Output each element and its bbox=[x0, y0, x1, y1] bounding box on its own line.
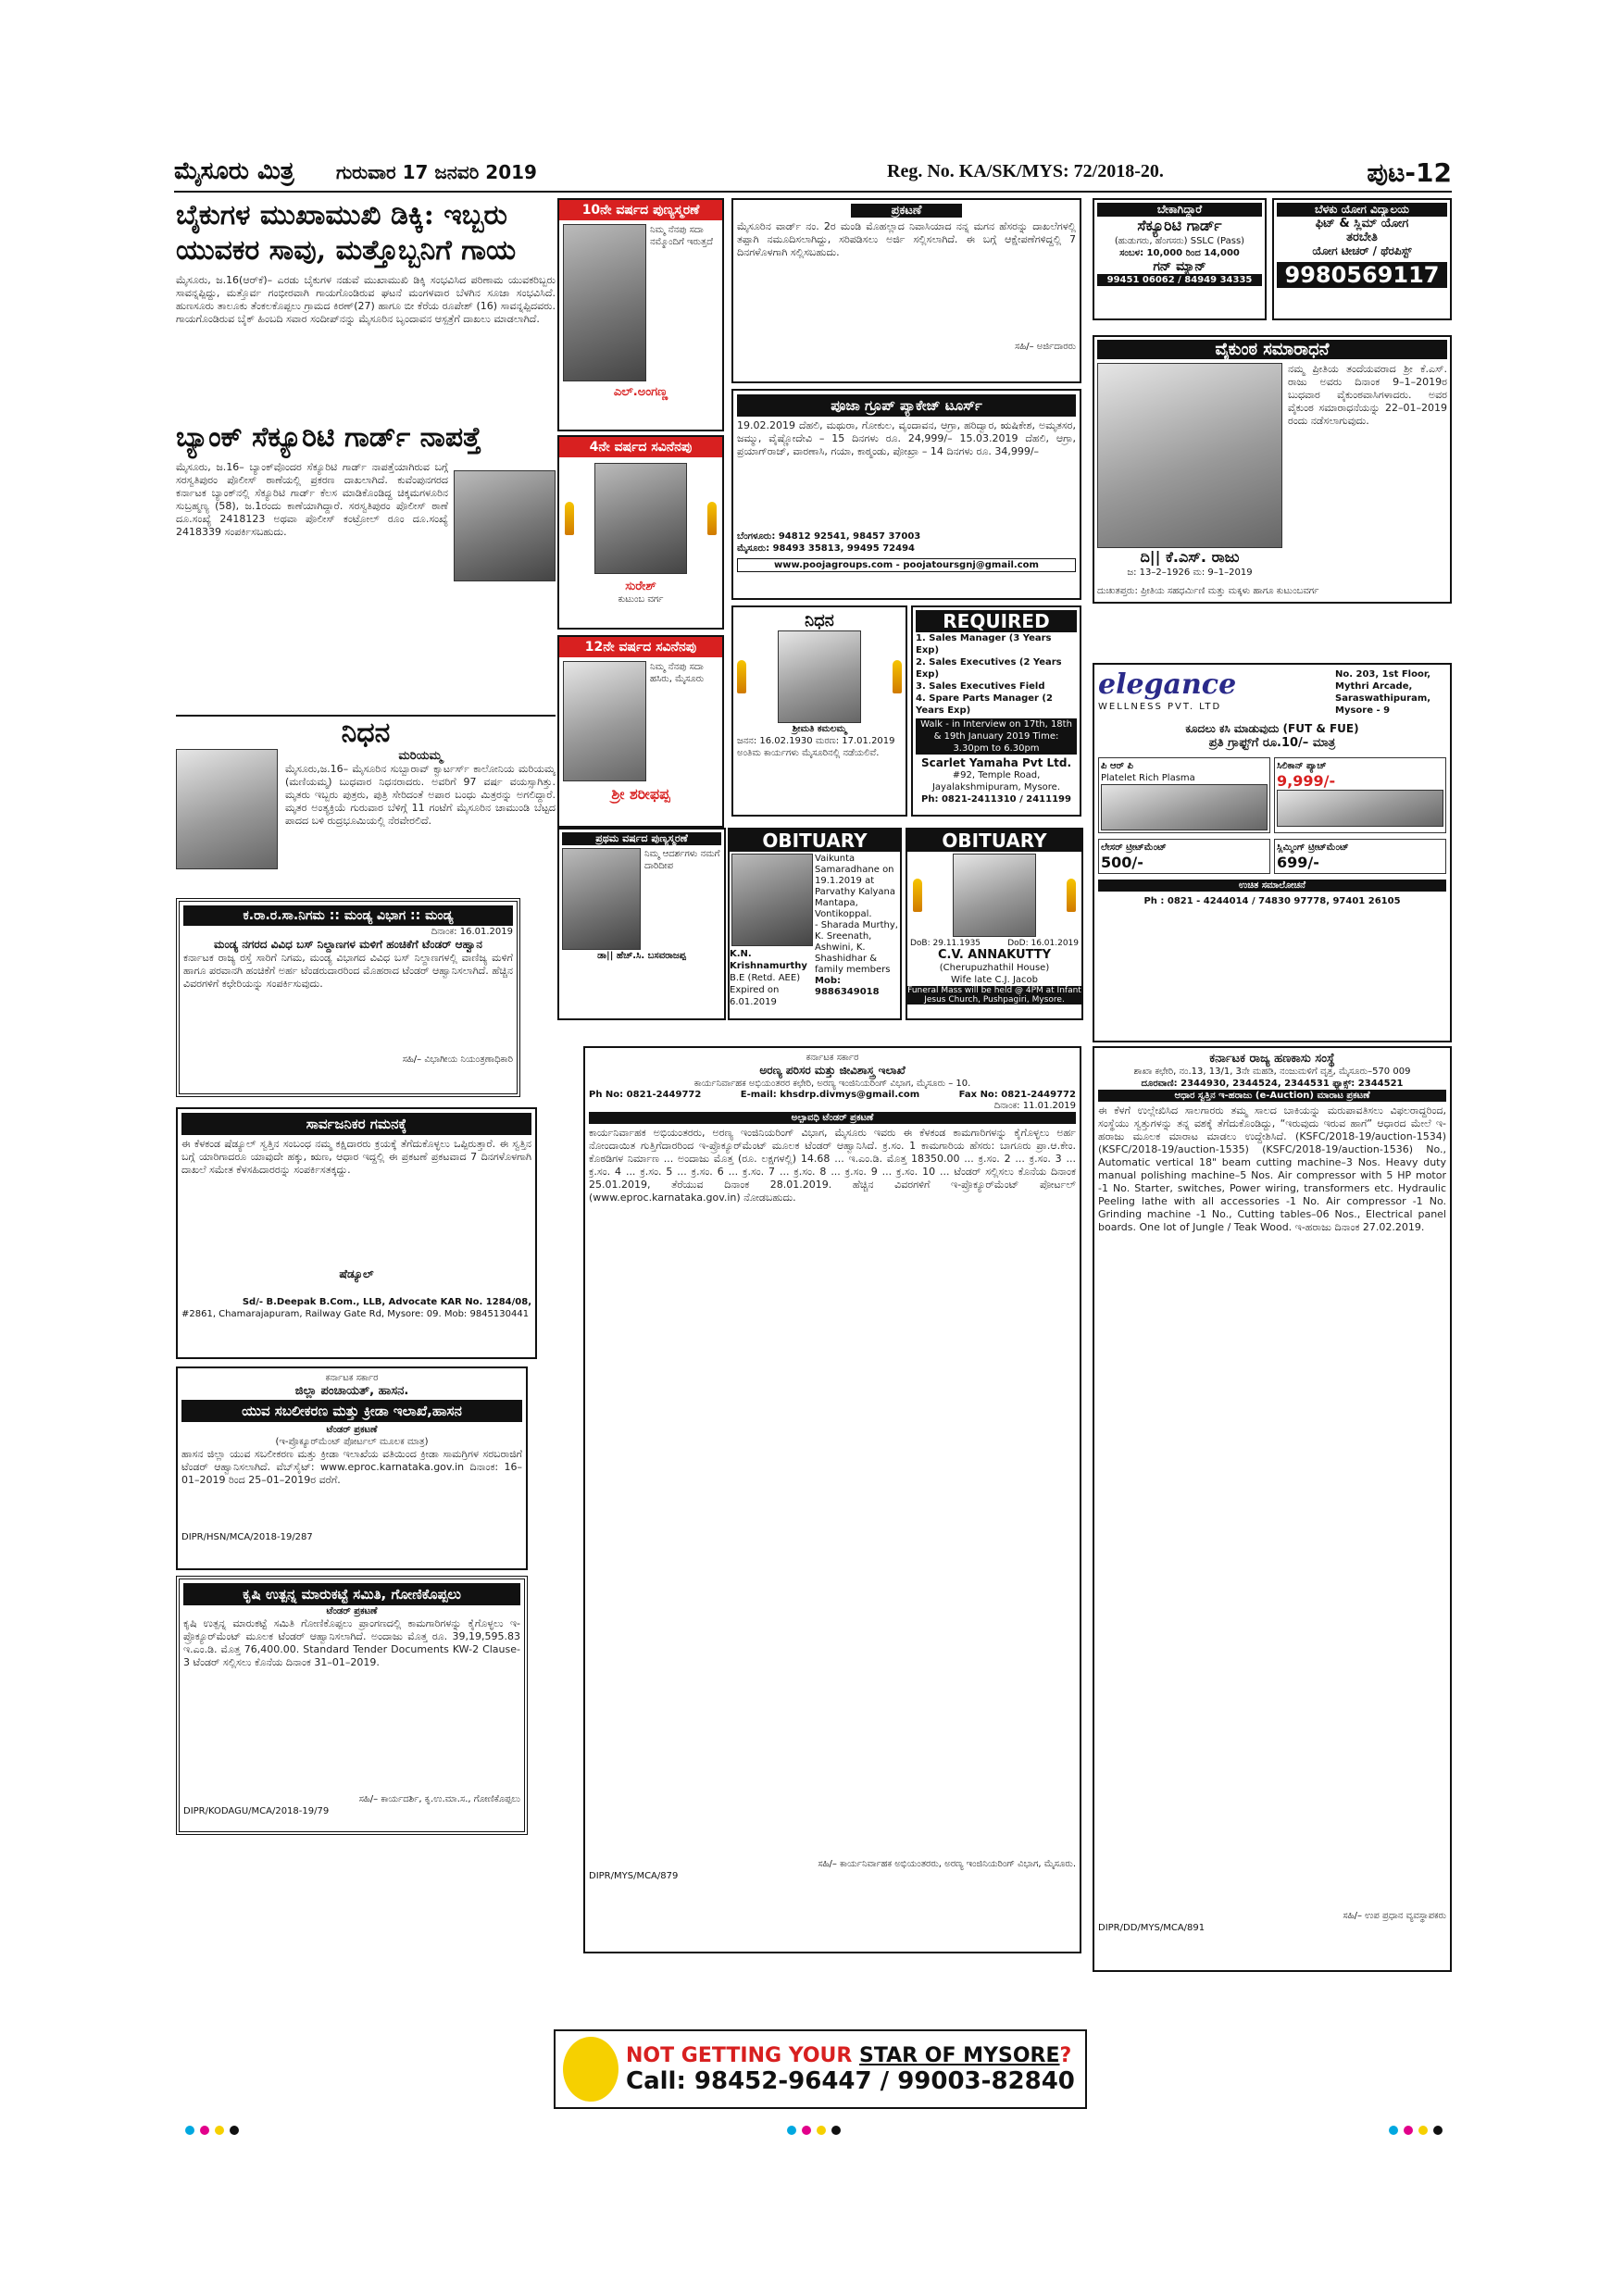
ksfc-sign: ಸಹಿ/– ಉಪ ಪ್ರಧಾನ ವ್ಯವಸ್ಥಾಪಕರು bbox=[1343, 1911, 1446, 1921]
elegance-price: 9,999/- bbox=[1277, 772, 1336, 790]
tender-phone: Ph No: 0821-2449772 bbox=[589, 1090, 702, 1100]
required-title: REQUIRED bbox=[916, 610, 1077, 632]
ad-title: ಬೇಕಾಗಿದ್ದಾರೆ bbox=[1097, 203, 1262, 217]
anniversary-title: ಪ್ರಥಮ ವರ್ಷದ ಪುಣ್ಯಸ್ಮರಣೆ bbox=[562, 832, 721, 845]
masthead bbox=[174, 156, 1452, 193]
ad-gunman: ಗನ್ ಮ್ಯಾನ್ bbox=[1153, 259, 1206, 274]
footer-ad-brand: STAR OF MYSORE bbox=[859, 2043, 1060, 2067]
anniversary-text: ನಿಮ್ಮ ಆದರ್ಶಗಳು ನಮಗೆ ದಾರಿದೀಪ bbox=[644, 849, 720, 871]
tender-forest bbox=[583, 1046, 1081, 1953]
vaikunta-family: ದುಃಖತಪ್ತರು: ಪ್ರೀತಿಯ ಸಹಧರ್ಮಿಣಿ ಮತ್ತು ಮಕ್ಕಳು ಹಾಗೂ ಕುಟುಂಬವರ್ಗ bbox=[1097, 586, 1319, 596]
tender-sub: ಅಲ್ಪಾವಧಿ ಟೆಂಡರ್ ಪ್ರಕಟಣೆ bbox=[589, 1112, 1076, 1124]
tender-sign: ಸಹಿ/– ಕಾರ್ಯನಿರ್ವಾಹಕ ಅಭಿಯಂತರರು, ಅರಣ್ಯ ಇಂಜಿನಿಯರಿಂಗ್ ವಿಭಾಗ, ಮೈಸೂರು. bbox=[818, 1859, 1076, 1869]
obituary-name: C.V. ANNAKUTTY bbox=[937, 948, 1052, 962]
cmyk-dot bbox=[1389, 2126, 1398, 2135]
ad-line: (ಹುಡುಗರು, ಹೆಂಗಸರು) SSLC (Pass) bbox=[1114, 236, 1245, 246]
tender-sign: ಸಹಿ/– ವಿಭಾಗೀಯ ನಿಯಂತ್ರಣಾಧಿಕಾರಿ bbox=[402, 1054, 513, 1065]
security-guard-ad bbox=[1093, 198, 1267, 320]
ksfc-footer: DIPR/DD/MYS/MCA/891 bbox=[1098, 1923, 1206, 1933]
notice-title: ಸಾರ್ವಜನಿಕರ ಗಮನಕ್ಕೆ bbox=[181, 1113, 531, 1135]
job-item: 4. Spare Parts Manager (2 Years Exp) bbox=[916, 693, 1053, 716]
obituary-title: OBITUARY bbox=[730, 830, 900, 852]
lamp-icon bbox=[565, 502, 574, 535]
subscription-ad bbox=[554, 2029, 1087, 2109]
obituary-1 bbox=[728, 828, 902, 1020]
tender-sub: ಟೆಂಡರ್ ಪ್ರಕಟಣೆ bbox=[326, 1425, 378, 1435]
tender-footer: DIPR/MYS/MCA/879 bbox=[589, 1871, 679, 1881]
footer-ad-q: ? bbox=[1059, 2043, 1072, 2067]
tender-email: E-mail: khsdrp.divmys@gmail.com bbox=[740, 1090, 920, 1100]
anniversary-ad-4 bbox=[557, 828, 726, 1020]
news-headline-guard: ಬ್ಯಾಂಕ್ ಸೆಕ್ಯೂರಿಟಿ ಗಾರ್ಡ್ ನಾಪತ್ತೆ bbox=[176, 421, 481, 454]
cmyk-dot bbox=[802, 2126, 811, 2135]
candle-icon bbox=[913, 879, 922, 912]
elegance-address: No. 203, 1st Floor, Mythri Arcade, Saraswathipuram, Mysore - 9 bbox=[1335, 669, 1431, 716]
prp-image bbox=[1101, 784, 1268, 830]
vaikunta-title: ವೈಕುಂಠ ಸಮಾರಾಧನೆ bbox=[1097, 340, 1447, 359]
obituary-house: (Cherupuzhathil House) bbox=[939, 963, 1050, 973]
job-item: 2. Sales Executives (2 Years Exp) bbox=[916, 657, 1062, 680]
prakatane-sign: ಸಹಿ/– ಅರ್ಜಿದಾರರು bbox=[1015, 342, 1076, 352]
obituary-mobile: Mob: 9886349018 bbox=[815, 976, 880, 997]
notice-body: ಈ ಕೆಳಕಂಡ ಷೆಡ್ಯೂಲ್ ಸ್ವತ್ತಿನ ಸಂಬಂಧ ನಮ್ಮ ಕಕ್ಷಿದಾರರು ಕ್ರಯಕ್ಕೆ ತೆಗೆದುಕೊಳ್ಳಲು ಒಪ್ಪಿರುತ್ತಾರೆ. ಈ ಸ್ವತ್ತಿನ ಬಗ್ಗೆ ಯಾರಿಗಾದರೂ ಯಾವುದೇ ಹಕ್ಕು, ಋಣ, ಆಧಾರ ಇದ್ದಲ್ಲಿ ಈ ಪ್ರಕಟಣೆ ಪ್ರಕಟವಾದ 7 ದಿನಗಳೊಳಗಾಗಿ ದಾಖಲೆ ಸಮೇತ ಕೆಳಸಹಿದಾರರನ್ನು ಸಂಪರ್ಕಿಸತಕ್ಕದ್ದು. bbox=[181, 1138, 531, 1176]
prakatane-notice bbox=[731, 198, 1081, 383]
tender-title: ಯುವ ಸಬಲೀಕರಣ ಮತ್ತು ಕ್ರೀಡಾ ಇಲಾಖೆ,ಹಾಸನ bbox=[181, 1400, 522, 1422]
cmyk-dot bbox=[215, 2126, 224, 2135]
tours-website[interactable]: www.poojagroups.com - poojatoursgnj@gmail.com bbox=[737, 558, 1076, 572]
ad-title: ಬೆಳಕು ಯೋಗ ವಿದ್ಯಾಲಯ bbox=[1277, 203, 1447, 217]
candle-icon bbox=[1067, 879, 1076, 912]
vaikunta-notice bbox=[1093, 335, 1452, 604]
tender-subtitle: ಮಂಡ್ಯ ನಗರದ ವಿವಿಧ ಬಸ್ ನಿಲ್ದಾಣಗಳ ಮಳಿಗೆ ಹಂಚಿಕೆಗೆ ಟೆಂಡರ್ ಆಹ್ವಾನ bbox=[214, 938, 482, 951]
ad-phone: 99451 06062 / 84949 34335 bbox=[1097, 274, 1262, 286]
prakatane-body: ಮೈಸೂರಿನ ವಾರ್ಡ್ ನಂ. 2ರ ಮಂಡಿ ಮೊಹಲ್ಲಾದ ನಿವಾಸಿಯಾದ ನನ್ನ ಮಗನ ಹೆಸರನ್ನು ದಾಖಲೆಗಳಲ್ಲಿ ತಪ್ಪಾಗಿ ನಮೂದಿಸಲಾಗಿದ್ದು, ಸರಿಪಡಿಸಲು ಅರ್ಜಿ ಸಲ್ಲಿಸಲಾಗಿದೆ. ಈ ಬಗ್ಗೆ ಆಕ್ಷೇಪಣೆಗಳಿದ್ದಲ್ಲಿ 7 ದಿನಗಳೊಳಗಾಗಿ ಸಲ್ಲಿಸಬಹುದು. bbox=[737, 220, 1076, 258]
tender-date: ದಿನಾಂಕ: 11.01.2019 bbox=[993, 1101, 1076, 1111]
walkin-info: Walk - in Interview on 17th, 18th & 19th January 2019 Time: 3.30pm to 6.30pm bbox=[916, 718, 1077, 755]
tender-kodagu bbox=[176, 1576, 528, 1835]
anniversary-text: ನಿಮ್ಮ ನೆನಪು ಸದಾ ನಮ್ಮೊಂದಿಗೆ ಇರುತ್ತದೆ bbox=[650, 225, 713, 247]
anniversary-name: ಸುರೇಶ್ bbox=[625, 580, 656, 593]
public-notice bbox=[176, 1107, 537, 1359]
elegance-line: ಕೂದಲು ಕಸಿ ಮಾಡುವುದು (FUT & FUE) bbox=[1185, 722, 1359, 735]
anniversary-text: ನಿಮ್ಮ ನೆನಪು ಸದಾ ಹಸಿರು, ಮೈಸೂರು bbox=[650, 662, 705, 684]
obituary-name: K.N. Krishnamurthy bbox=[730, 949, 807, 971]
tours-title: ಪೂಜಾ ಗ್ರೂಪ್ ಪ್ಯಾಕೇಜ್ ಟೂರ್ಸ್ bbox=[737, 394, 1076, 417]
tender-office: ಕಾರ್ಯನಿರ್ವಾಹಕ ಅಭಿಯಂತರರ ಕಛೇರಿ, ಅರಣ್ಯ ಇಂಜಿನಿಯರಿಂಗ್ ವಿಭಾಗ, ಮೈಸೂರು – 10. bbox=[693, 1079, 971, 1089]
tender-org: ಕರ್ನಾಟಕ ಸರ್ಕಾರ bbox=[806, 1053, 859, 1063]
anniversary-text: ಕುಟುಂಬ ವರ್ಗ bbox=[618, 594, 664, 605]
ksfc-address: ಶಾಖಾ ಕಛೇರಿ, ನಂ.13, 13/1, 3ನೇ ಮಹಡಿ, ನಂಜುಮಳಿಗೆ ವೃತ್ತ, ಮೈಸೂರು–570 009 bbox=[1133, 1067, 1411, 1077]
advocate-address: #2861, Chamarajapuram, Railway Gate Rd, Mysore: 09. Mob: 9845130441 bbox=[181, 1309, 530, 1319]
tender-body: ಹಾಸನ ಜಿಲ್ಲಾ ಯುವ ಸಬಲೀಕರಣ ಮತ್ತು ಕ್ರೀಡಾ ಇಲಾಖೆಯ ವತಿಯಿಂದ ಕ್ರೀಡಾ ಸಾಮಗ್ರಿಗಳ ಸರಬರಾಜಿಗೆ ಟೆಂಡರ್ ಆಹ್ವಾನಿಸಲಾಗಿದೆ. ವೆಬ್‌ಸೈಟ್: www.eproc.karnataka.gov.in ದಿನಾಂಕ: 16–01–2019 ರಿಂದ 25–01–2019ರ ವರೆಗೆ. bbox=[181, 1448, 522, 1486]
elegance-laser-price: 500/- bbox=[1101, 854, 1143, 871]
elegance-slim: ಸ್ಲಿಮ್ಮಿಂಗ್ ಟ್ರೀಟ್‌ಮೆಂಟ್ bbox=[1277, 842, 1349, 853]
anniversary-ad-3 bbox=[557, 635, 724, 828]
anniversary-photo bbox=[562, 848, 641, 950]
news-body-guard: ಮೈಸೂರು, ಜ.16– ಬ್ಯಾಂಕ್‌ವೊಂದರ ಸೆಕ್ಯೂರಿಟಿ ಗಾರ್ಡ್ ನಾಪತ್ತೆಯಾಗಿರುವ ಬಗ್ಗೆ ಸರಸ್ವತಿಪುರಂ ಪೊಲೀಸ್ ಠಾಣೆಯಲ್ಲಿ ಪ್ರಕರಣ ದಾಖಲಾಗಿದೆ. ಕುವೆಂಪುನಗರದ ಕರ್ನಾಟಕ ಬ್ಯಾಂಕ್‌ನಲ್ಲಿ ಸೆಕ್ಯೂರಿಟಿ ಗಾರ್ಡ್ ಕೆಲಸ ಮಾಡಿಕೊಂಡಿದ್ದ ಚಿಕ್ಕಮಗಳೂರಿನ ಸುಬ್ರಹ್ಮಣ್ಯ (58), ಜ.1ರಂದು ಕಾಣೆಯಾಗಿದ್ದಾರೆ. ಸರಸ್ವತಿಪುರಂ ಪೊಲೀಸ್ ಠಾಣೆ ದೂ.ಸಂಖ್ಯೆ 2418123 ಅಥವಾ ಪೊಲೀಸ್ ಕಂಟ್ರೋಲ್ ರೂಂ ದೂ.ಸಂಖ್ಯೆ 2418339 ಸಂಪರ್ಕಿಸಬಹುದು. bbox=[176, 461, 448, 538]
obituary-title: OBITUARY bbox=[907, 830, 1081, 852]
obituary-2 bbox=[906, 828, 1083, 1020]
lamp-icon bbox=[737, 660, 746, 693]
tender-body: ಕೃಷಿ ಉತ್ಪನ್ನ ಮಾರುಕಟ್ಟೆ ಸಮಿತಿ ಗೋಣಿಕೊಪ್ಪಲು ಪ್ರಾಂಗಣದಲ್ಲಿ ಕಾಮಗಾರಿಗಳನ್ನು ಕೈಗೊಳ್ಳಲು ಇ-ಪ್ರೊಕ್ಯೂರ್‌ಮೆಂಟ್ ಮೂಲಕ ಟೆಂಡರ್ ಆಹ್ವಾನಿಸಲಾಗಿದೆ. ಅಂದಾಜು ಮೊತ್ತ ರೂ. 39,19,595.83 ಇ.ಎಂ.ಡಿ. ಮೊತ್ತ 76,400.00. Standard Tender Documents KW-2 Clause-3 ಟೆಂಡರ್ ಸಲ್ಲಿಸಲು ಕೊನೆಯ ದಿನಾಂಕ 31–01–2019. bbox=[183, 1617, 520, 1668]
ad-line: ಫಿಟ್ & ಸ್ಲಿಮ್ ಯೋಗ bbox=[1315, 217, 1409, 231]
anniversary-name: ಎಲ್.ಅಂಗಣ್ಣ bbox=[613, 385, 668, 399]
obituary-body: Funeral Mass will be held @ 4PM at Infant Jesus Church, Pushpagiri, Mysore. bbox=[907, 986, 1081, 1004]
yoga-ad bbox=[1272, 198, 1452, 320]
tours-body: 19.02.2019 ದೆಹಲಿ, ಮಥುರಾ, ಗೋಕುಲ, ವೃಂದಾವನ, ಆಗ್ರಾ, ಹರಿದ್ವಾರ, ಋಷಿಕೇಶ, ಅಮೃತಸರ, ಜಮ್ಮು, ವೈಷ್ಣೋದೇವಿ – 15 ದಿನಗಳು ರೂ. 24,999/– 15.03.2019 ದೆಹಲಿ, ಆಗ್ರಾ, ಪ್ರಯಾಗ್‌ರಾಜ್, ವಾರಣಾಸಿ, ಗಯಾ, ಕಾಠ್ಮಂಡು, ಪೋಖ್ರಾ – 14 ದಿನಗಳು ರೂ. 34,999/– bbox=[737, 419, 1076, 457]
ksfc-phone: ದೂರವಾಣಿ: 2344930, 2344524, 2344531 ಫ್ಯಾಕ್ಸ್: 2344521 bbox=[1141, 1079, 1404, 1089]
cmyk-dot bbox=[1418, 2126, 1428, 2135]
tender-sub2: (ಇ-ಪ್ರೊಕ್ಯೂರ್‌ಮೆಂಟ್ ಪೋರ್ಟಲ್ ಮೂಲಕ ಮಾತ್ರ) bbox=[275, 1437, 429, 1447]
obituary-expired: Expired on 6.01.2019 bbox=[730, 985, 780, 1007]
ad-line: ಯೋಗ ಟೀಚರ್ / ಥೆರಪಿಸ್ಟ್ bbox=[1312, 244, 1412, 257]
tender-body: ಕಾರ್ಯನಿರ್ವಾಹಕ ಅಭಿಯಂತರರು, ಅರಣ್ಯ ಇಂಜಿನಿಯರಿಂಗ್ ವಿಭಾಗ, ಮೈಸೂರು ಇವರು ಈ ಕೆಳಕಂಡ ಕಾಮಗಾರಿಗಳನ್ನು ಕೈಗೊಳ್ಳಲು ಅರ್ಹ ನೋಂದಾಯಿತ ಗುತ್ತಿಗೆದಾರರಿಂದ ಇ-ಪ್ರೊಕ್ಯೂರ್‌ಮೆಂಟ್ ಮೂಲಕ ಟೆಂಡರ್ ಆಹ್ವಾನಿಸಿದೆ. ಕ್ರ.ಸಂ. 1 ಕಾಮಗಾರಿಯ ಹೆಸರು: ಬಾಗೂರು ಪ್ರಾ.ಆ.ಕೇಂ. ಕೊಠಡಿಗಳ ನಿರ್ಮಾಣ ... ಅಂದಾಜು ಮೊತ್ತ (ರೂ. ಲಕ್ಷಗಳಲ್ಲಿ) 14.68 ... ಇ.ಎಂ.ಡಿ. ಮೊತ್ತ 18350.00 ... ಕ್ರ.ಸಂ. 2 ... ಕ್ರ.ಸಂ. 3 ... ಕ್ರ.ಸಂ. 4 ... ಕ್ರ.ಸಂ. 5 ... ಕ್ರ.ಸಂ. 6 ... ಕ್ರ.ಸಂ. 7 ... ಕ್ರ.ಸಂ. 8 ... ಕ್ರ.ಸಂ. 9 ... ಕ್ರ.ಸಂ. 10 ... ಟೆಂಡರ್ ಸಲ್ಲಿಸಲು ಕೊನೆಯ ದಿನಾಂಕ 25.01.2019, ತೆರೆಯುವ ದಿನಾಂಕ 28.01.2019. ಹೆಚ್ಚಿನ ವಿವರಗಳಿಗೆ ಇ-ಪ್ರೊಕ್ಯೂರ್‌ಮೆಂಟ್ ಪೋರ್ಟಲ್ (www.eproc.karnataka.gov.in) ನೋಡಬಹುದು. bbox=[589, 1127, 1076, 1204]
cmyk-dot bbox=[185, 2126, 194, 2135]
tender-fax: Fax No: 0821-2449772 bbox=[958, 1090, 1076, 1100]
tender-sub: ಟೆಂಡರ್ ಪ್ರಕಟಣೆ bbox=[326, 1606, 378, 1616]
cmyk-dot bbox=[787, 2126, 796, 2135]
news-column bbox=[176, 198, 556, 717]
tender-body: ಕರ್ನಾಟಕ ರಾಜ್ಯ ರಸ್ತೆ ಸಾರಿಗೆ ನಿಗಮ, ಮಂಡ್ಯ ವಿಭಾಗದ ವಿವಿಧ ಬಸ್ ನಿಲ್ದಾಣಗಳಲ್ಲಿ ವಾಣಿಜ್ಯ ಮಳಿಗೆ ಹಾಗೂ ಪರವಾನಗಿ ಹಂಚಿಕೆಗೆ ಅರ್ಹ ಟೆಂಡರುದಾರರಿಂದ ಮೊಹರಾದ ಟೆಂಡರ್ ಆಹ್ವಾನಿಸಲಾಗಿದೆ. ಹೆಚ್ಚಿನ ವಿವರಗಳಿಗೆ ಕಛೇರಿಯನ್ನು ಸಂಪರ್ಕಿಸುವುದು. bbox=[183, 952, 513, 990]
sculpt-image bbox=[1277, 790, 1443, 827]
anniversary-photo bbox=[563, 661, 646, 781]
elegance-laser: ಲೇಸರ್ ಟ್ರೀಟ್‌ಮೆಂಟ್ bbox=[1101, 842, 1167, 853]
tender-title: ಕ.ರಾ.ರ.ಸಾ.ನಿಗಮ :: ಮಂಡ್ಯ ವಿಭಾಗ :: ಮಂಡ್ಯ bbox=[183, 905, 513, 926]
elegance-ad bbox=[1093, 663, 1452, 1042]
guard-photo bbox=[454, 470, 556, 581]
elegance-prp-en: Platelet Rich Plasma bbox=[1101, 773, 1195, 783]
company-address: #92, Temple Road, Jayalakshmipuram, Mysore. bbox=[931, 770, 1060, 792]
tender-mandya bbox=[176, 898, 520, 1097]
obituary-photo bbox=[731, 854, 813, 946]
tender-title: ಕೃಷಿ ಉತ್ಪನ್ನ ಮಾರುಕಟ್ಟೆ ಸಮಿತಿ, ಗೋಣಿಕೊಪ್ಪಲು bbox=[183, 1583, 520, 1605]
news-body-accident: ಮೈಸೂರು, ಜ.16(ಆರ್‌ಕೆ)– ಎರಡು ಬೈಕುಗಳ ನಡುವೆ ಮುಖಾಮುಖಿ ಡಿಕ್ಕಿ ಸಂಭವಿಸಿದ ಪರಿಣಾಮ ಯುವಕರಿಬ್ಬರು ಸಾವನ್ನಪ್ಪಿದ್ದು, ಮತ್ತೊರ್ವ ಗಂಭೀರವಾಗಿ ಗಾಯಗೊಂಡಿರುವ ಘಟನೆ ಮಂಗಳವಾರ ಬೆಳಗಿನ ಸೂಜಾ ಸಂಭವಿಸಿದೆ. ಹುಣಸೂರು ತಾಲೂಕು ತೆಂಕಲಕೊಪ್ಪಲು ಗ್ರಾಮದ ಕಿರಣ್(27) ಹಾಗೂ ಬೀ ಕೆರೆಯ ರೂಪೇಶ್ (16) ಸಾವನ್ನಪ್ಪಿದವರು. ಗಾಯಗೊಂಡಿರುವ ಬೈಕ್ ಹಿಂಬದಿ ಸವಾರ ಸಂದೀಪ್‌ನನ್ನು ಮೈಸೂರಿನ ಬೃಂದಾವನ ಆಸ್ಪತ್ರೆಗೆ ದಾಖಲು ಮಾಡಲಾಗಿದೆ. bbox=[176, 274, 556, 325]
job-required-ad bbox=[911, 605, 1081, 817]
nidhana-body: ಮೈಸೂರು,ಜ.16– ಮೈಸೂರಿನ ಸುಬ್ಬಾರಾವ್ ಕ್ವಾರ್ಟರ್ಸ್ ಕಾಲೋನಿಯ ಮರಿಯಮ್ಮ (ಮಣಿಯಮ್ಮ) ಬುಧವಾರ ನಿಧನರಾದರು. ಅವರಿಗೆ 97 ವರ್ಷ ವಯಸ್ಸಾಗಿತ್ತು. ಮೃತರು ಇಬ್ಬರು ಪುತ್ರರು, ಪುತ್ರಿ ಸೇರಿದಂತೆ ಅಪಾರ ಬಂಧು ಮಿತ್ರರನ್ನು ಅಗಲಿದ್ದಾರೆ. ಮೃತರ ಅಂತ್ಯಕ್ರಿಯೆ ಗುರುವಾರ ಬೆಳಿಗ್ಗೆ 11 ಗಂಟೆಗೆ ಮೈಸೂರಿನ ಚಾಮುಂಡಿ ಬೆಟ್ಟದ ಪಾದದ ಬಳಿ ರುದ್ರಭೂಮಿಯಲ್ಲಿ ನೆರವೇರಲಿದೆ. bbox=[285, 763, 556, 827]
nidhana-name: ಶ್ರೀಮತಿ ಕಮಲಮ್ಮ bbox=[792, 724, 847, 734]
elegance-offer: ಉಚಿತ ಸಮಾಲೋಚನೆ bbox=[1098, 880, 1446, 892]
nidhana-notice-2 bbox=[731, 605, 907, 817]
ksfc-title: ಕರ್ನಾಟಕ ರಾಜ್ಯ ಹಣಕಾಸು ಸಂಸ್ಥೆ bbox=[1209, 1052, 1335, 1066]
anniversary-name: ಶ್ರೀ ಶರೀಫಪ್ಪ bbox=[611, 785, 670, 803]
anniversary-ad-1 bbox=[557, 198, 724, 431]
nidhana-notice bbox=[176, 715, 556, 891]
obituary-dod: DoD: 16.01.2019 bbox=[1007, 939, 1079, 948]
cmyk-dot bbox=[200, 2126, 209, 2135]
tours-phone-1: ಬೆಂಗಳೂರು: 94812 92541, 98457 37003 bbox=[737, 531, 921, 542]
obituary-qualification: B.E (Retd. AEE) bbox=[730, 973, 801, 983]
obituary-photo bbox=[953, 854, 1036, 937]
ksfc-auction bbox=[1093, 1046, 1452, 1972]
footer-ad-call: Call: 98452-96447 / 99003-82840 bbox=[626, 2066, 1075, 2095]
vaikunta-name: ದಿ|| ಕೆ.ಎಸ್. ರಾಜು bbox=[1140, 548, 1240, 566]
nidhana-body: ಜನನ: 16.02.1930 ಮರಣ: 17.01.2019 ಅಂತಿಮ ಕಾರ್ಯಗಳು ಮೈಸೂರಿನಲ್ಲಿ ನಡೆಯಲಿವೆ. bbox=[737, 736, 895, 758]
ad-salary: ಸಂಬಳ: 10,000 ರಿಂದ 14,000 bbox=[1119, 248, 1240, 258]
tender-footer: DIPR/KODAGU/MCA/2018-19/79 bbox=[183, 1806, 330, 1816]
mascot-icon bbox=[563, 2037, 618, 2102]
ad-band: ಸೆಕ್ಯೂರಿಟಿ ಗಾರ್ಡ್ bbox=[1137, 217, 1222, 234]
paper-name: ಮೈಸೂರು ಮಿತ್ರ bbox=[174, 157, 294, 185]
elegance-sub: WELLNESS PVT. LTD bbox=[1098, 702, 1222, 712]
obituary-dob: DoB: 29.11.1935 bbox=[910, 939, 981, 948]
elegance-line: ಪ್ರತಿ ಗ್ರಾಫ್ಟ್‌ಗೆ ರೂ.10/– ಮಾತ್ರ bbox=[1208, 736, 1336, 750]
anniversary-band: 4ನೇ ವರ್ಷದ ಸವಿನೆನಪು bbox=[559, 437, 722, 457]
anniversary-band: 10ನೇ ವರ್ಷದ ಪುಣ್ಯಸ್ಮರಣೆ bbox=[559, 200, 722, 220]
news-headline-accident: ಬೈಕುಗಳ ಮುಖಾಮುಖಿ ಡಿಕ್ಕಿ: ಇಬ್ಬರು ಯುವಕರ ಸಾವು, ಮತ್ತೊಬ್ಬನಿಗೆ ಗಾಯ bbox=[176, 199, 517, 267]
cmyk-dot bbox=[1433, 2126, 1443, 2135]
anniversary-band: 12ನೇ ವರ್ಷದ ಸವಿನೆನಪು bbox=[559, 637, 722, 657]
anniversary-photo bbox=[563, 224, 646, 381]
nidhana-name: ಮರಿಯಮ್ಮ bbox=[398, 749, 443, 763]
ksfc-body: ಈ ಕೆಳಗೆ ಉಲ್ಲೇಖಿಸಿದ ಸಾಲಗಾರರು ತಮ್ಮ ಸಾಲದ ಬಾಕಿಯನ್ನು ಮರುಪಾವತಿಸಲು ವಿಫಲರಾದ್ದರಿಂದ, ಸಂಸ್ಥೆಯು ಸ್ವತ್ತುಗಳನ್ನು ತನ್ನ ವಶಕ್ಕೆ ತೆಗೆದುಕೊಂಡಿದ್ದು, “ಇರುವುದು ಇರುವ ಹಾಗೆ” ಆಧಾರದ ಮೇಲೆ ಇ-ಹರಾಜು ಮೂಲಕ ಮಾರಾಟ ಮಾಡಲು ಉದ್ದೇಶಿಸಿದೆ. (KSFC/2018-19/auction-1534) (KSFC/2018-19/auction-1535) (KSFC/2018-19/auction-1536) No., Automatic vertical 18" beam cutting machine–3 Nos. Heavy duty manual polishing machine–5 Nos. Air compressor with 5 HP motor -1 No. Starter, switches, Power wiring, transformers etc. Hydraulic Peeling lathe with all accessories -1 No. Air compressor -1 No. Grinding machine -1 No., Cutting tables–06 Nos., Electrical panel boards. One lot of Jungle / Teak Wood. ಇ-ಹರಾಜು ದಿನಾಂಕ 27.02.2019. bbox=[1098, 1104, 1446, 1233]
prakatane-title: ಪ್ರಕಟಣೆ bbox=[851, 204, 962, 218]
cmyk-dot bbox=[817, 2126, 826, 2135]
elegance-slim-price: 699/- bbox=[1277, 854, 1319, 871]
cmyk-dot bbox=[230, 2126, 239, 2135]
nidhana-photo bbox=[778, 630, 861, 723]
tours-phone-2: ಮೈಸೂರು: 98493 35813, 99495 72494 bbox=[737, 543, 915, 554]
obituary-body: Vaikunta Samaradhane on 19.1.2019 at Parvathy Kalyana Mantapa, Vontikoppal. bbox=[815, 854, 896, 919]
elegance-sculpt: ಸಿಲಿಕಾನ್ ಪ್ಯಾಚ್ bbox=[1277, 761, 1327, 771]
nidhana-photo bbox=[176, 749, 278, 869]
page-number: ಪುಟ-12 bbox=[1367, 157, 1452, 188]
anniversary-ad-2 bbox=[557, 435, 724, 630]
nidhana-title: ನಿಧನ bbox=[805, 611, 834, 630]
company-name: Scarlet Yamaha Pvt Ltd. bbox=[920, 756, 1072, 769]
tender-footer: DIPR/HSN/MCA/2018-19/287 bbox=[181, 1532, 313, 1542]
elegance-phone: Ph : 0821 - 4244014 / 74830 97778, 97401 26105 bbox=[1143, 896, 1401, 906]
company-phone: Ph: 0821-2411310 / 2411199 bbox=[921, 794, 1071, 805]
tender-hassan bbox=[176, 1366, 528, 1570]
job-item: 1. Sales Manager (3 Years Exp) bbox=[916, 633, 1052, 655]
tender-date: ದಿನಾಂಕ: 16.01.2019 bbox=[431, 927, 513, 937]
obituary-wife: Wife late C.J. Jacob bbox=[951, 975, 1038, 985]
ksfc-sub: ಆಧಾರ ಸ್ವತ್ತಿನ ಇ-ಹರಾಜು (e-Auction) ಮಾರಾಟ ಪ್ರಕಟಣೆ bbox=[1098, 1090, 1446, 1102]
tender-org: ಕರ್ನಾಟಕ ಸರ್ಕಾರ bbox=[325, 1373, 379, 1383]
lamp-icon bbox=[707, 502, 717, 535]
nidhana-title: ನಿಧನ bbox=[341, 717, 391, 749]
footer-ad-text: NOT GETTING YOUR bbox=[626, 2043, 860, 2067]
vaikunta-dates: ಜ: 13–2–1926 ಮ: 9–1–2019 bbox=[1127, 568, 1253, 578]
pooja-tours-ad bbox=[731, 389, 1081, 600]
ad-line: ತರಬೇತಿ bbox=[1346, 231, 1378, 244]
advocate-sign: Sd/- B.Deepak B.Com., LLB, Advocate KAR No. 1284/08, bbox=[242, 1297, 531, 1307]
vaikunta-body: ನಮ್ಮ ಪ್ರೀತಿಯ ತಂದೆಯವರಾದ ಶ್ರೀ ಕೆ.ಎಸ್. ರಾಜು ಅವರು ದಿನಾಂಕ 9–1–2019ರ ಬುಧವಾರ ವೈಕುಂಠವಾಸಿಗಳಾದರು. ಅವರ ವೈಕುಂಠ ಸಮಾರಾಧನೆಯನ್ನು 22–01–2019 ರಂದು ನಡೆಸಲಾಗುವುದು. bbox=[1288, 363, 1447, 427]
tender-sign: ಸಹಿ/– ಕಾರ್ಯದರ್ಶಿ, ಕೃ.ಉ.ಮಾ.ಸ., ಗೋಣಿಕೊಪ್ಪಲು bbox=[358, 1794, 520, 1804]
tender-dept: ಜಿಲ್ಲಾ ಪಂಚಾಯತ್, ಹಾಸನ. bbox=[294, 1384, 409, 1398]
anniversary-name: ಡಾ|| ಹೆಚ್.ಸಿ. ಬಸವರಾಜಪ್ಪ bbox=[597, 951, 686, 961]
anniversary-photo bbox=[594, 463, 687, 574]
obituary-family: - Sharada Murthy, K. Sreenath, Ashwini, K. Shashidhar & family members bbox=[815, 920, 898, 975]
issue-date: ಗುರುವಾರ 17 ಜನವರಿ 2019 bbox=[336, 161, 537, 183]
cmyk-dot bbox=[831, 2126, 841, 2135]
job-item: 3. Sales Executives Field bbox=[916, 681, 1045, 692]
ad-phone: 9980569117 bbox=[1277, 262, 1447, 288]
vaikunta-photo bbox=[1097, 363, 1282, 548]
elegance-prp: ಪಿ ಆರ್ ಪಿ bbox=[1101, 761, 1133, 771]
registration-number: Reg. No. KA/SK/MYS: 72/2018-20. bbox=[887, 161, 1164, 181]
tender-dept: ಅರಣ್ಯ ಪರಿಸರ ಮತ್ತು ಜೀವಿಶಾಸ್ತ್ರ ಇಲಾಖೆ bbox=[759, 1064, 906, 1077]
elegance-logo: elegance bbox=[1098, 668, 1237, 701]
schedule-title: ಷೆಡ್ಯೂಲ್ bbox=[339, 1267, 374, 1280]
cmyk-dot bbox=[1404, 2126, 1413, 2135]
lamp-icon bbox=[893, 660, 902, 693]
